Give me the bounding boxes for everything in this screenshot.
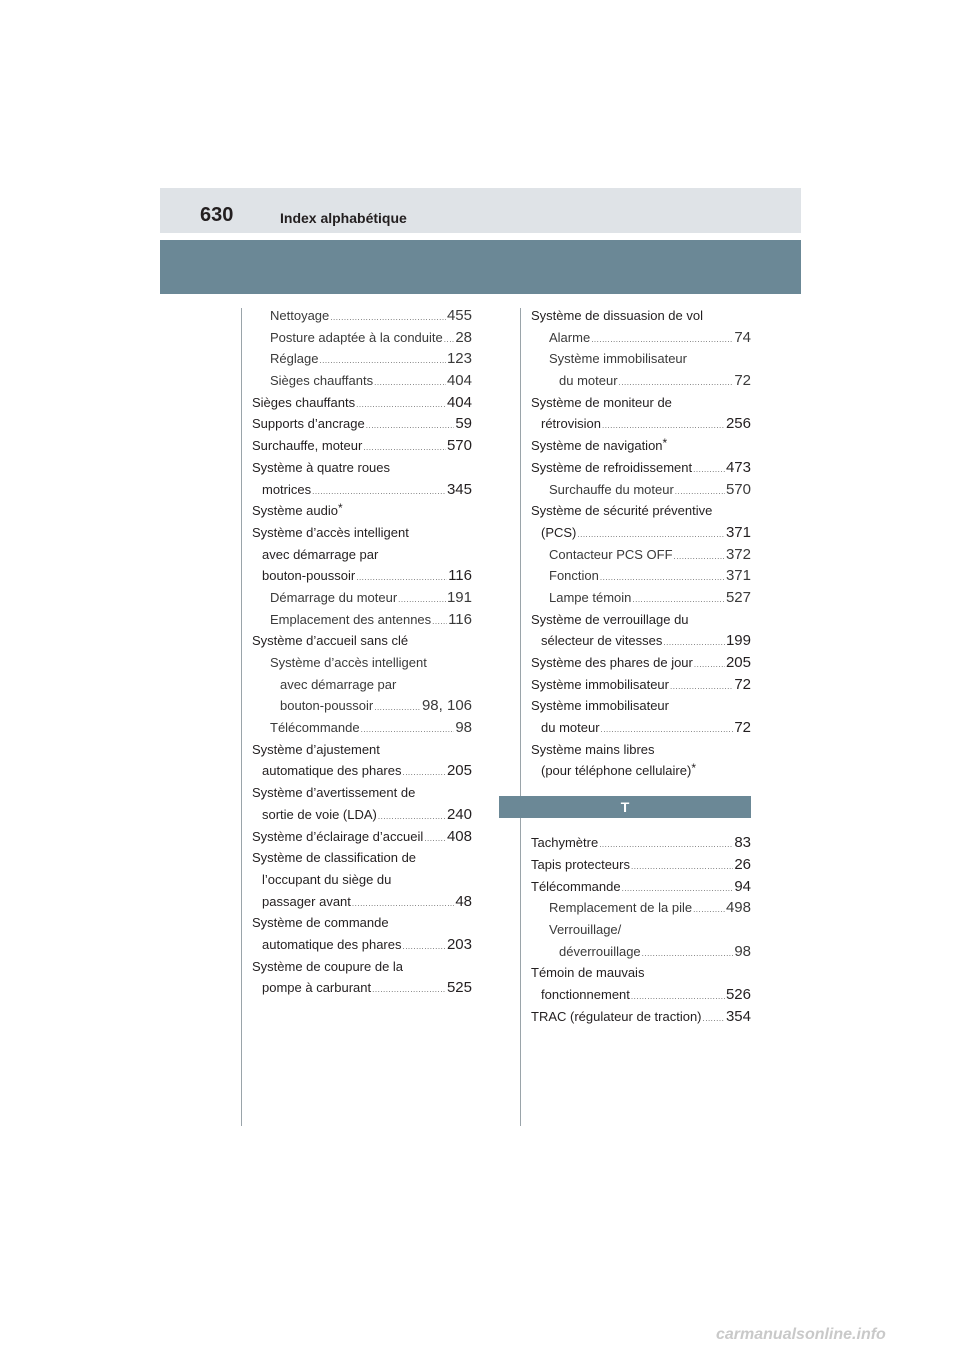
entry-label: Surchauffe, moteur — [252, 438, 363, 454]
index-entry — [252, 934, 472, 956]
index-entry — [531, 522, 751, 544]
footnote-star: * — [338, 501, 343, 516]
entry-page-number: 26 — [734, 855, 751, 873]
index-entry — [531, 760, 751, 782]
entry-page-number: 203 — [446, 935, 472, 953]
entry-label: Système de coupure de la — [252, 958, 404, 974]
entry-label: Surchauffe du moteur — [549, 481, 674, 497]
entry-label: du moteur — [559, 373, 618, 389]
index-entry — [252, 544, 472, 566]
index-entry — [531, 832, 751, 854]
entry-label: Système d’ajustement — [252, 741, 380, 757]
title-band — [160, 240, 801, 294]
entry-page-number: 354 — [725, 1007, 751, 1025]
index-entry — [531, 327, 751, 349]
entry-label: Fonction — [549, 568, 599, 584]
index-entry — [531, 305, 751, 327]
dot-leader — [432, 611, 447, 633]
entry-label: automatique des phares — [262, 763, 402, 779]
entry-page-number: 404 — [446, 372, 472, 390]
entry-label: rétrovision — [541, 416, 601, 432]
dot-leader — [675, 481, 725, 503]
dot-leader — [694, 654, 725, 676]
dot-leader — [674, 546, 725, 568]
entry-page-number: 98 — [455, 719, 472, 737]
entry-label: Tachymètre — [531, 835, 599, 851]
entry-label: Système audio — [252, 503, 338, 519]
entry-label: fonctionnement — [541, 986, 630, 1002]
entry-label: Système immobilisateur — [549, 351, 687, 367]
index-entry — [531, 544, 751, 566]
entry-page-number: 371 — [725, 523, 751, 541]
index-entry — [531, 652, 751, 674]
entry-page-number: 473 — [725, 458, 751, 476]
entry-page-number: 72 — [734, 719, 751, 737]
dot-leader — [402, 762, 445, 784]
dot-leader — [642, 943, 734, 965]
index-entry — [531, 717, 751, 739]
entry-label: passager avant — [262, 893, 351, 909]
index-entry — [252, 739, 472, 761]
entry-page-number: 116 — [448, 610, 472, 628]
dot-leader — [356, 567, 447, 589]
dot-leader — [600, 567, 725, 589]
entry-label: Système d’accès intelligent — [270, 655, 427, 670]
entry-page-number: 59 — [455, 415, 472, 433]
entry-label: Emplacement des antennes — [270, 611, 432, 627]
index-entry — [252, 587, 472, 609]
entry-page-number: 116 — [448, 567, 472, 585]
dot-leader — [599, 834, 733, 856]
entry-label: avec démarrage par — [280, 676, 397, 692]
entry-page-number: 72 — [734, 372, 751, 390]
page-number: 630 — [200, 204, 234, 226]
index-entry — [531, 587, 751, 609]
entry-label: Système d’accès intelligent — [252, 524, 409, 540]
entry-label: Posture adaptée à la conduite — [270, 329, 443, 345]
entry-page-number: 240 — [446, 805, 472, 823]
index-entry — [252, 500, 472, 522]
entry-label: TRAC (régulateur de traction) — [531, 1008, 702, 1024]
dot-leader — [670, 676, 733, 698]
entry-label: Verrouillage/ — [549, 921, 622, 937]
index-entry — [531, 609, 751, 631]
entry-page-number: 371 — [725, 567, 751, 585]
entry-label: du moteur — [541, 720, 600, 736]
entry-label: Sièges chauffants — [252, 394, 356, 410]
entry-label: Système de refroidissement — [531, 459, 693, 475]
entry-page-number: 123 — [446, 350, 472, 368]
index-entry — [531, 565, 751, 587]
entry-label: Système de commande — [252, 915, 389, 931]
index-entry — [531, 630, 751, 652]
dot-leader — [444, 329, 455, 351]
index-entry — [252, 717, 472, 739]
entry-label: (PCS) — [541, 524, 577, 540]
footnote-star: * — [691, 761, 696, 776]
entry-label: Démarrage du moteur — [270, 589, 398, 605]
index-entry — [531, 457, 751, 479]
entry-label: Lampe témoin — [549, 589, 632, 605]
index-entry — [531, 392, 751, 414]
entry-label: Système de navigation — [531, 438, 663, 454]
entry-label: bouton-poussoir — [280, 698, 374, 714]
entry-page-number: 199 — [725, 632, 751, 650]
dot-leader — [361, 719, 455, 741]
dot-leader — [703, 1008, 725, 1030]
index-entry — [252, 348, 472, 370]
index-entry — [252, 630, 472, 652]
index-entry — [531, 370, 751, 392]
entry-label: Système d’accueil sans clé — [252, 633, 409, 649]
index-entry — [252, 804, 472, 826]
dot-leader — [366, 415, 455, 437]
entry-page-number: 83 — [734, 834, 751, 852]
entry-page-number: 72 — [734, 675, 751, 693]
dot-leader — [363, 437, 446, 459]
index-entry — [252, 760, 472, 782]
entry-label: Nettoyage — [270, 308, 330, 323]
dot-leader — [631, 986, 725, 1008]
index-entry — [252, 305, 472, 327]
entry-page-number: 98, 106 — [421, 697, 472, 715]
index-entry — [252, 891, 472, 913]
index-entry — [531, 739, 751, 761]
entry-page-number: 372 — [725, 545, 751, 563]
index-entry — [531, 876, 751, 898]
entry-label: Réglage — [270, 351, 319, 367]
index-entry — [531, 674, 751, 696]
entry-page-number: 570 — [446, 437, 472, 455]
dot-leader — [330, 307, 446, 329]
entry-label: motrices — [262, 481, 312, 497]
entry-label: Télécommande — [270, 720, 360, 736]
index-entry — [252, 609, 472, 631]
entry-label: Système immobilisateur — [531, 676, 669, 692]
index-entry — [252, 826, 472, 848]
section-letter-t: T — [499, 796, 751, 818]
entry-page-number: 498 — [725, 899, 751, 917]
entry-page-number: 404 — [446, 393, 472, 411]
entry-page-number: 408 — [446, 827, 472, 845]
entry-label: Système d’avertissement de — [252, 785, 416, 801]
entry-label: Système de verrouillage du — [531, 611, 689, 627]
index-entry — [252, 457, 472, 479]
entry-page-number: 527 — [725, 588, 751, 606]
dot-leader — [632, 589, 725, 611]
entry-label: sélecteur de vitesses — [541, 633, 663, 649]
index-entry — [252, 869, 472, 891]
entry-page-number: 526 — [725, 985, 751, 1003]
index-column-right — [531, 305, 751, 1027]
entry-page-number: 570 — [725, 480, 751, 498]
entry-page-number: 455 — [446, 307, 472, 324]
index-entry — [252, 956, 472, 978]
dot-leader — [312, 481, 446, 503]
entry-page-number: 191 — [446, 588, 472, 606]
entry-page-number: 74 — [734, 328, 751, 346]
dot-leader — [577, 524, 725, 546]
dot-leader — [374, 372, 446, 394]
entry-label: Système de sécurité préventive — [531, 503, 713, 519]
dot-leader — [693, 899, 725, 921]
left-margin-rule — [241, 308, 242, 1126]
index-entry — [252, 912, 472, 934]
entry-label: avec démarrage par — [262, 546, 379, 562]
entry-label: (pour téléphone cellulaire) — [541, 763, 692, 779]
index-entry — [531, 1006, 751, 1028]
entry-label: Système à quatre roues — [252, 459, 391, 475]
entry-label: Système des phares de jour — [531, 655, 693, 670]
footnote-star: * — [662, 436, 668, 451]
index-entry — [252, 327, 472, 349]
page-title: Index alphabétique — [280, 210, 407, 226]
index-entry — [531, 962, 751, 984]
entry-page-number: 94 — [734, 877, 751, 895]
index-entry — [531, 984, 751, 1006]
dot-leader — [372, 979, 446, 1001]
entry-label: Système d’éclairage d’accueil — [252, 828, 424, 844]
entry-label: l’occupant du siège du — [262, 871, 392, 887]
index-entry — [252, 977, 472, 999]
dot-leader — [352, 893, 454, 915]
index-entry — [252, 652, 472, 674]
index-entry — [531, 348, 751, 370]
entry-label: Système de moniteur de — [531, 394, 672, 410]
dot-leader — [631, 856, 733, 878]
dot-leader — [424, 828, 446, 850]
index-entry — [252, 565, 472, 587]
index-entry — [531, 919, 751, 941]
index-entry — [252, 413, 472, 435]
index-entry — [531, 941, 751, 963]
index-entry — [252, 522, 472, 544]
entry-label: Alarme — [549, 329, 591, 345]
entry-page-number: 98 — [734, 942, 751, 960]
entry-label: Tapis protecteurs — [531, 856, 630, 872]
entry-label: Sièges chauffants — [270, 373, 374, 389]
entry-label: Système de classification de — [252, 850, 417, 866]
index-entry — [531, 413, 751, 435]
index-entry — [531, 435, 751, 457]
entry-label: Télécommande — [531, 878, 621, 894]
entry-label: déverrouillage — [559, 943, 641, 959]
dot-leader — [402, 936, 445, 958]
index-entry — [531, 854, 751, 876]
entry-page-number: 28 — [455, 328, 472, 346]
column-divider-rule — [520, 308, 521, 1126]
entry-label: pompe à carburant — [262, 980, 372, 996]
index-entry — [252, 435, 472, 457]
index-entry — [531, 897, 751, 919]
entry-label: Système immobilisateur — [531, 698, 669, 714]
dot-leader — [591, 329, 733, 351]
index-entry — [531, 695, 751, 717]
dot-leader — [319, 350, 446, 372]
dot-leader — [398, 589, 446, 611]
entry-label: Contacteur PCS OFF — [549, 546, 673, 562]
index-entry — [252, 674, 472, 696]
dot-leader — [356, 394, 446, 416]
entry-label: Système mains libres — [531, 741, 655, 757]
dot-leader — [601, 719, 734, 741]
entry-label: Remplacement de la pile — [549, 900, 693, 916]
dot-leader — [622, 878, 734, 900]
watermark-logo: carmanualsonline.info — [716, 1326, 886, 1343]
entry-page-number: 256 — [725, 415, 751, 433]
entry-label: Témoin de mauvais — [531, 965, 645, 981]
entry-label: automatique des phares — [262, 936, 402, 952]
index-entry — [252, 392, 472, 414]
entry-label: bouton-poussoir — [262, 568, 356, 584]
dot-leader — [663, 632, 725, 654]
dot-leader — [693, 459, 725, 481]
index-entry — [531, 479, 751, 501]
entry-page-number: 205 — [446, 762, 472, 780]
dot-leader — [374, 697, 421, 719]
entry-page-number: 525 — [446, 979, 472, 997]
dot-leader — [378, 806, 446, 828]
entry-label: Supports d’ancrage — [252, 416, 365, 432]
entry-page-number: 205 — [725, 654, 751, 671]
index-entry — [252, 370, 472, 392]
index-entry — [252, 695, 472, 717]
dot-leader — [619, 372, 734, 394]
entry-page-number: 345 — [446, 480, 472, 498]
index-entry — [252, 847, 472, 869]
entry-label: Système de dissuasion de vol — [531, 308, 703, 323]
entry-label: sortie de voie (LDA) — [262, 806, 377, 822]
index-entry — [252, 782, 472, 804]
header-band — [160, 188, 801, 233]
index-column-left — [252, 305, 472, 999]
index-entry — [252, 479, 472, 501]
index-entry — [531, 500, 751, 522]
entry-page-number: 48 — [455, 892, 472, 910]
